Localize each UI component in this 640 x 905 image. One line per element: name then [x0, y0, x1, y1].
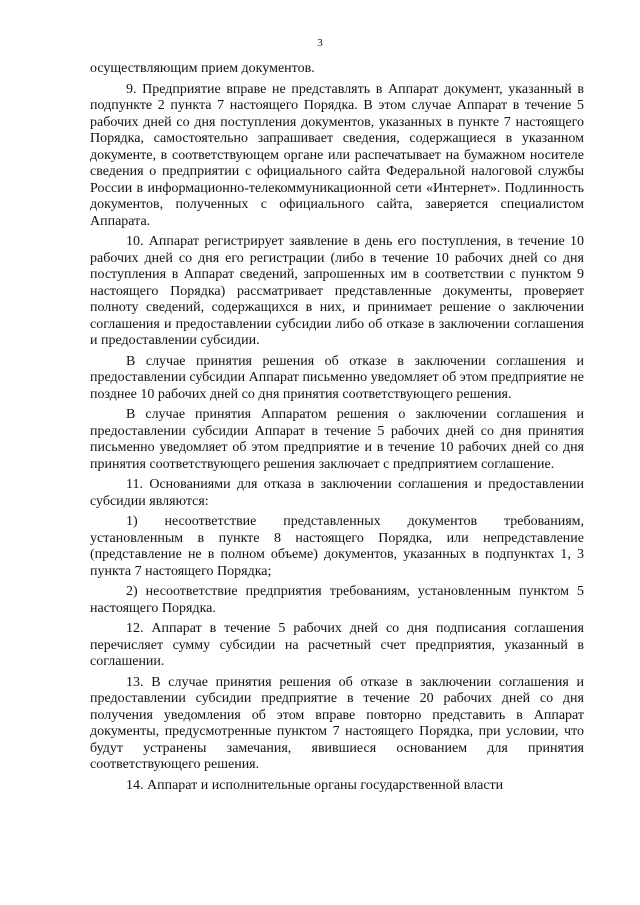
paragraph-approval-notice: В случае принятия Аппаратом решения о заключении соглашения и предоставлении субсидии Аппарат в течение 5 рабочих дней со дня принятия письменно уведомляет об этом предприятие и в течение 10 рабочих дней со дня принятия соответствующего решения заключает с предприятием соглашение.	[90, 407, 584, 472]
paragraph-item-14: 14. Аппарат и исполнительные органы государственной власти	[126, 777, 504, 793]
page-number: 3	[317, 37, 323, 49]
paragraph-refusal-notice: В случае принятия решения об отказе в заключении соглашения и предоставлении субсидии Аппарат письменно уведомляет об этом предприятие не позднее 10 рабочих дней со дня принятия соответствующего решения.	[90, 353, 584, 402]
paragraph-continuation: осуществляющим прием документов.	[90, 61, 315, 76]
list-item-2: 2) несоответствие предприятия требованиям, установленным пунктом 5 настоящего Порядка.	[90, 584, 584, 616]
paragraph-item-13: 13. В случае принятия решения об отказе в заключении соглашения и предоставлении субсидии предприятие в течение 20 рабочих дней со дня получения уведомления об этом вправе повторно представить в Аппарат документы, предусмотренные пунктом 7 настоящего Порядка, при условии, что будут устранены замечания, явившиеся основанием для принятия соответствующего решения.	[90, 674, 584, 772]
paragraph-item-9: 9. Предприятие вправе не представлять в Аппарат документ, указанный в подпункте 2 пункта 7 настоящего Порядка. В этом случае Аппарат в течение 5 рабочих дней со дня поступления документов, указанных в пункте 7 настоящего Порядка, самостоятельно запрашивает сведения, содержащиеся в указанном документе, в соответствующем органе или распечатывает на бумажном носителе сведения о предприятии с официального сайта Федеральной налоговой службы России в информационно-телекоммуникационной сети «Интернет». Подлинность документов, полученных с официального сайта, заверяется специалистом Аппарата.	[90, 81, 584, 229]
paragraph-item-11: 11. Основаниями для отказа в заключении соглашения и предоставлении субсидии являются:	[90, 477, 584, 509]
paragraph-item-10: 10. Аппарат регистрирует заявление в день его поступления, в течение 10 рабочих дней со дня его регистрации (либо в течение 10 рабочих дней со дня поступления в Аппарат сведений, запрошенных им в соответствии с пунктом 9 настоящего Порядка) рассматривает представленные документы, проверяет полноту сведений, содержащихся в них, и принимает решение о заключении соглашения и предоставлении субсидии либо об отказе в заключении соглашения и предоставлении субсидии.	[90, 234, 584, 348]
paragraph-item-12: 12. Аппарат в течение 5 рабочих дней со дня подписания соглашения перечисляет сумму субсидии на расчетный счет предприятия, указанный в соглашении.	[90, 621, 584, 669]
document-body	[90, 61, 584, 794]
list-item-1: 1) несоответствие представленных документов требованиям, установленным в пункте 8 настоящего Порядка, или непредставление (представление не в полном объеме) документов, указанных в подпунктах 1, 3 пункта 7 настоящего Порядка;	[90, 514, 584, 579]
